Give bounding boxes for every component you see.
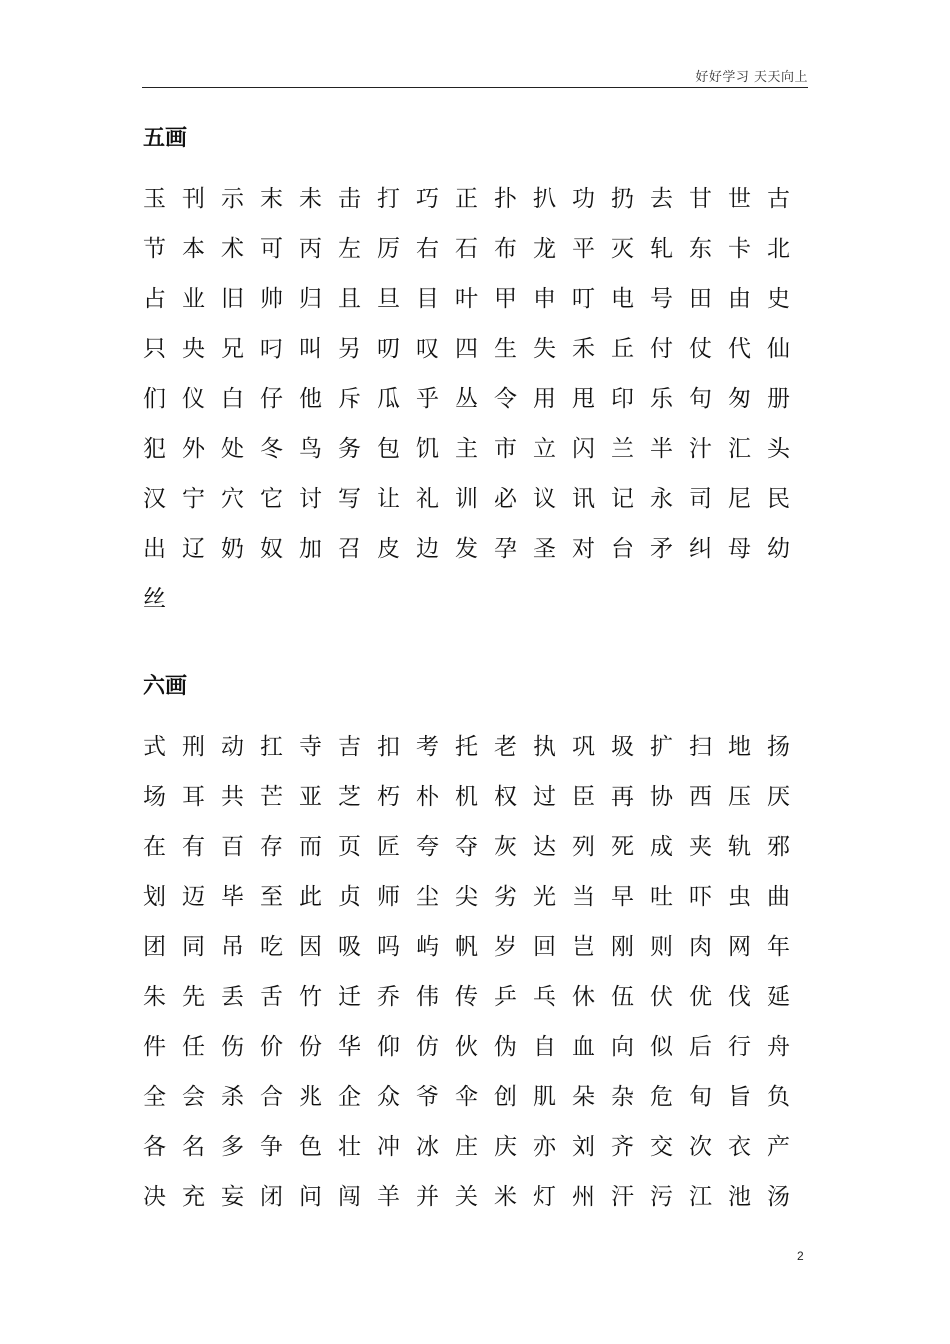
character-row: 汉宁穴它讨写让礼训必议讯记永司尼民 <box>143 486 806 512</box>
section-title: 六画 <box>143 674 188 699</box>
header-divider <box>142 87 808 88</box>
page-number: 2 <box>797 1249 804 1263</box>
page-header-text: 好好学习 天天向上 <box>695 70 808 85</box>
section-five-strokes <box>143 124 813 624</box>
character-rows <box>143 174 813 624</box>
character-rows <box>143 722 813 1222</box>
character-row: 件任伤价份华仰仿伙伪自血向似后行舟 <box>143 1034 806 1060</box>
character-row: 朱先丢舌竹迁乔伟传乒乓休伍伏优伐延 <box>143 984 806 1010</box>
character-row: 各名多争色壮冲冰庄庆亦刘齐交次衣产 <box>143 1134 806 1160</box>
character-row: 出辽奶奴加召皮边发孕圣对台矛纠母幼 <box>143 536 806 562</box>
character-row: 玉刊示末未击打巧正扑扒功扔去甘世古 <box>143 186 806 212</box>
character-row: 占业旧帅归且旦目叶甲申叮电号田由史 <box>143 286 806 312</box>
section-six-strokes <box>143 672 813 1222</box>
character-row: 只央兄叼叫另叨叹四生失禾丘付仗代仙 <box>143 336 806 362</box>
character-row: 划迈毕至此贞师尘尖劣光当早吐吓虫曲 <box>143 884 806 910</box>
character-row: 们仪白仔他斥瓜乎丛令用甩印乐句匆册 <box>143 386 806 412</box>
character-row: 节本术可丙左厉右石布龙平灭轧东卡北 <box>143 236 806 262</box>
character-row: 场耳共芒亚芝朽朴机权过臣再协西压厌 <box>143 784 806 810</box>
character-row: 全会杀合兆企众爷伞创肌朵杂危旬旨负 <box>143 1084 806 1110</box>
character-row: 犯外处冬鸟务包饥主市立闪兰半汁汇头 <box>143 436 806 462</box>
character-row: 在有百存而页匠夸夺灰达列死成夹轨邪 <box>143 834 806 860</box>
character-row: 团同吊吃因吸吗屿帆岁回岂刚则肉网年 <box>143 934 806 960</box>
character-row: 丝 <box>143 586 182 612</box>
character-row: 式刑动扛寺吉扣考托老执巩圾扩扫地扬 <box>143 734 806 760</box>
character-row: 决充妄闭问闯羊并关米灯州汗污江池汤 <box>143 1184 806 1210</box>
section-title: 五画 <box>143 126 188 151</box>
